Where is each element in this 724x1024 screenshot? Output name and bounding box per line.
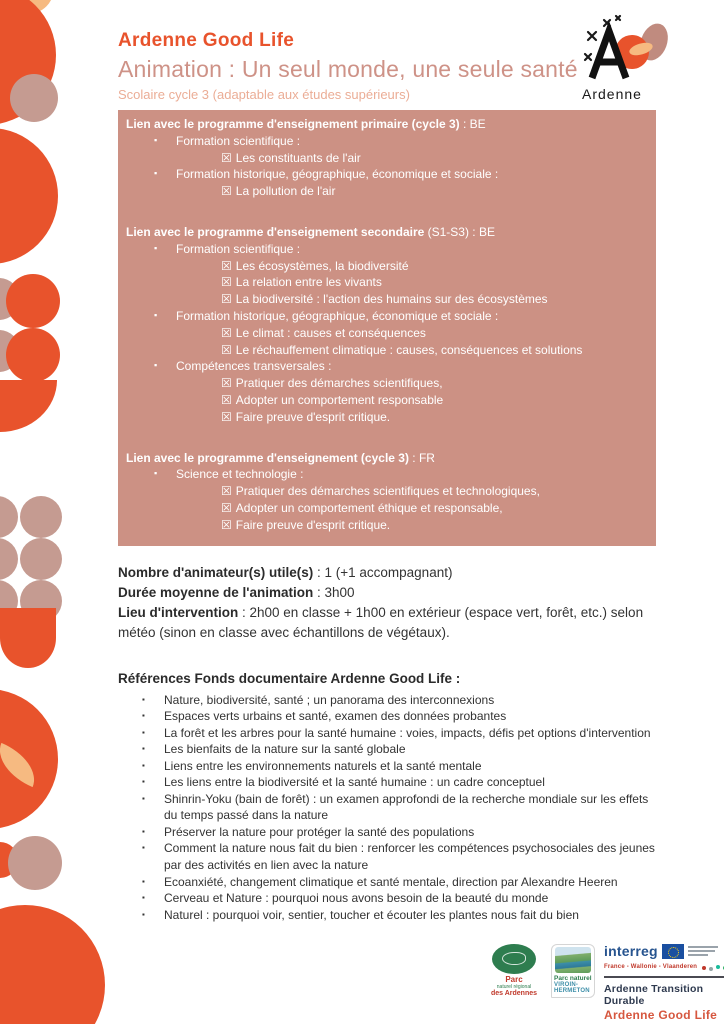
reference-text: Les bienfaits de la nature sur la santé globale (164, 742, 406, 757)
bullet-icon: ▪ (154, 309, 158, 320)
references-section (118, 671, 656, 924)
bullet-icon: ▪ (154, 168, 158, 179)
reference-text: Comment la nature nous fait du bien : renforcer les compétences psychosociales des jeunes par des activités en lien avec la nature (164, 841, 655, 872)
program-checkbox-label: La relation entre les vivants (235, 275, 382, 290)
program-checkbox-item (221, 500, 646, 517)
section-title-rest: : FR (408, 450, 435, 465)
parc-viroin-label: Parc naturel (554, 975, 592, 982)
reference-item (118, 907, 656, 924)
page-title: Animation : Un seul monde, une seule santé (118, 56, 578, 82)
decorative-circle (20, 580, 62, 622)
interreg-region-label: France - Wallonie - Vlaanderen (604, 963, 698, 970)
decorative-circle (0, 0, 56, 125)
program-checkbox-label: Le réchauffement climatique : causes, conséquences et solutions (235, 342, 583, 357)
parc-viroin-landscape-icon (555, 947, 591, 973)
section-title (126, 116, 646, 133)
reference-item (118, 708, 656, 725)
decorative-circle (0, 128, 58, 264)
detail-value: : 2h00 en classe + 1h00 en extérieur (espace vert, forêt, etc.) selon météo (sinon en classe avec échantillons de végétaux). (118, 605, 644, 641)
checked-checkbox-icon: ☒ (221, 342, 232, 357)
program-checkbox-label: Adopter un comportement responsable (235, 392, 444, 407)
project-name: Ardenne Good Life (604, 1008, 718, 1022)
program-checkbox-label: Les constituants de l'air (235, 150, 361, 165)
bullet-icon: ▪ (154, 134, 158, 145)
decorative-circle (0, 580, 18, 622)
decorative-half-disc (0, 608, 56, 668)
footer-divider (604, 976, 724, 978)
parc-ardennes-region-label: des Ardennes (490, 990, 538, 997)
checked-checkbox-icon: ☒ (221, 275, 232, 290)
program-group-label: Formation historique, géographique, économique et sociale : (176, 167, 499, 182)
program-checkbox-item (221, 325, 646, 342)
bullet-icon: ▪ (142, 777, 145, 787)
program-checkbox-item (221, 392, 646, 409)
program-group (126, 358, 646, 375)
bullet-icon: ▪ (142, 826, 145, 836)
parc-ardennes-logo (486, 944, 542, 997)
bullet-icon: ▪ (142, 793, 145, 803)
checked-checkbox-icon: ☒ (221, 500, 232, 515)
page-subtitle: Scolaire cycle 3 (adaptable aux études supérieurs) (118, 87, 410, 102)
program-checkbox-item (221, 183, 646, 200)
bullet-icon: ▪ (142, 694, 145, 704)
section-title (126, 224, 646, 241)
interreg-dots-icon (702, 962, 724, 971)
program-name: Ardenne Transition Durable (604, 983, 704, 1007)
reference-item (118, 725, 656, 742)
bullet-icon: ▪ (154, 242, 158, 253)
bullet-icon: ▪ (142, 744, 145, 754)
interreg-wordmark: interreg (604, 943, 658, 959)
reference-item (118, 824, 656, 841)
reference-text: Les liens entre la biodiversité et la santé humaine : un cadre conceptuel (164, 775, 545, 790)
program-checkbox-label: La biodiversité : l'action des humains sur des écosystèmes (235, 292, 548, 307)
page-footer (486, 944, 724, 1022)
decorative-circle (0, 496, 18, 538)
bullet-icon: ▪ (142, 893, 145, 903)
detail-label: Nombre d'animateur(s) utile(s) (118, 564, 314, 580)
detail-label: Lieu d'intervention (118, 605, 239, 621)
program-checkbox-label: Pratiquer des démarches scientifiques, (235, 376, 443, 391)
program-group-label: Formation scientifique : (176, 133, 301, 148)
decorative-circle (0, 278, 20, 320)
checked-checkbox-icon: ☒ (221, 258, 232, 273)
reference-item (118, 774, 656, 791)
parc-ardennes-label: Parc (505, 975, 523, 984)
program-group (126, 241, 646, 258)
checked-checkbox-icon: ☒ (221, 376, 232, 391)
program-checkbox-item (221, 258, 646, 275)
decorative-circle (6, 328, 60, 382)
program-checkbox-item (221, 409, 646, 426)
program-group (126, 133, 646, 150)
detail-label: Durée moyenne de l'animation (118, 584, 314, 600)
checked-checkbox-icon: ☒ (221, 517, 232, 532)
reference-text: Préserver la nature pour protéger la santé des populations (164, 824, 475, 839)
program-group-label: Compétences transversales : (176, 359, 332, 374)
decorative-leaf (0, 743, 44, 787)
detail-value: : 3h00 (313, 584, 355, 600)
program-checkbox-label: Les écosystèmes, la biodiversité (235, 258, 409, 273)
program-section (126, 116, 646, 200)
section-title-bold: Lien avec le programme d'enseignement (cycle 3) (126, 450, 409, 465)
bullet-icon: ▪ (142, 760, 145, 770)
checked-checkbox-icon: ☒ (221, 184, 232, 199)
reference-item (118, 758, 656, 775)
reference-text: Liens entre les environnements naturels et la santé mentale (164, 758, 482, 773)
program-group-label: Formation scientifique : (176, 241, 301, 256)
program-checkbox-item (221, 150, 646, 167)
reference-item (118, 890, 656, 907)
bullet-icon: ▪ (142, 711, 145, 721)
program-checkbox-item (221, 483, 646, 500)
reference-item (118, 874, 656, 891)
program-group (126, 308, 646, 325)
program-group-label: Formation historique, géographique, économique et sociale : (176, 308, 499, 323)
reference-text: La forêt et les arbres pour la santé humaine : voies, impacts, défis pet options d'intervention (164, 725, 651, 740)
checked-checkbox-icon: ☒ (221, 150, 232, 165)
program-checkbox-label: Faire preuve d'esprit critique. (235, 517, 391, 532)
section-title-rest: : BE (459, 117, 486, 131)
decorative-circle (0, 538, 18, 580)
program-box (118, 110, 656, 546)
references-list (118, 692, 656, 924)
checked-checkbox-icon: ☒ (221, 484, 232, 499)
program-checkbox-label: La pollution de l'air (235, 184, 336, 199)
program-group (126, 466, 646, 483)
reference-text: Shinrin-Yoku (bain de forêt) : un examen approfondi de la recherche mondiale sur les effets du temps passé dans la nature (164, 791, 649, 823)
parc-viroin-logo (551, 944, 595, 998)
decorative-quarter-disc (0, 380, 57, 432)
eu-flag-icon (662, 944, 684, 959)
eu-funding-text-lines (688, 944, 718, 956)
details-section (118, 563, 656, 644)
section-title-bold: Lien avec le programme d'enseignement secondaire (126, 224, 425, 239)
bullet-icon: ▪ (142, 843, 145, 853)
references-heading: Références Fonds documentaire Ardenne Good Life : (118, 670, 461, 686)
reference-item (118, 692, 656, 709)
program-checkbox-item (221, 342, 646, 359)
bullet-icon: ▪ (142, 876, 145, 886)
program-checkbox-label: Faire preuve d'esprit critique. (235, 409, 391, 424)
program-section (126, 224, 646, 426)
reference-text: Nature, biodiversité, santé ; un panorama des interconnexions (164, 692, 495, 707)
bullet-icon: ▪ (154, 468, 158, 479)
reference-text: Naturel : pourquoi voir, sentier, toucher et écouter les plantes nous fait du bien (164, 907, 579, 922)
interreg-block (604, 944, 724, 1022)
decorative-circle (0, 330, 20, 372)
bullet-icon: ▪ (142, 727, 145, 737)
bullet-icon: ▪ (154, 360, 158, 371)
program-checkbox-item (221, 274, 646, 291)
parc-ardennes-sublabel: naturel régional (496, 984, 532, 990)
checked-checkbox-icon: ☒ (221, 325, 232, 340)
section-title-bold: Lien avec le programme d'enseignement primaire (cycle 3) (126, 117, 460, 131)
detail-line (118, 603, 656, 644)
decorative-circle (6, 274, 60, 328)
detail-line (118, 583, 656, 603)
bullet-icon: ▪ (142, 909, 145, 919)
program-checkbox-item (221, 375, 646, 392)
reference-item (118, 840, 656, 873)
program-section (126, 450, 646, 534)
section-title-rest: (S1-S3) : BE (424, 224, 495, 239)
decorative-circle (20, 538, 62, 580)
decorative-circle (8, 836, 62, 890)
reference-item (118, 741, 656, 758)
program-checkbox-label: Le climat : causes et conséquences (235, 325, 426, 340)
reference-item (118, 791, 656, 824)
ardenne-logo (576, 14, 680, 108)
parc-viroin-name: VIROIN-HERMETON (554, 982, 590, 994)
left-decorative-band (0, 0, 106, 1024)
program-checkbox-item (221, 517, 646, 534)
reference-text: Cerveau et Nature : pourquoi nous avons besoin de la beauté du monde (164, 891, 549, 906)
program-checkbox-label: Pratiquer des démarches scientifiques et technologiques, (235, 484, 540, 499)
ardenne-logo-mark (576, 14, 680, 84)
reference-text: Ecoanxiété, changement climatique et santé mentale, direction par Alexandre Heeren (164, 874, 618, 889)
brand-title: Ardenne Good Life (118, 30, 295, 51)
decorative-circle (2, 0, 54, 14)
program-checkbox-label: Adopter un comportement éthique et responsable, (235, 500, 503, 515)
reference-text: Espaces verts urbains et santé, examen des données probantes (164, 709, 507, 724)
section-title (126, 450, 646, 467)
program-group (126, 166, 646, 183)
program-checkbox-item (221, 291, 646, 308)
decorative-semicircle (0, 689, 58, 829)
decorative-circle (10, 74, 58, 122)
decorative-circle (20, 496, 62, 538)
detail-value: : 1 (+1 accompagnant) (313, 564, 453, 580)
checked-checkbox-icon: ☒ (221, 409, 232, 424)
decorative-circle (0, 842, 18, 878)
ardenne-logo-label: Ardenne (582, 86, 642, 102)
detail-line (118, 563, 656, 583)
decorative-circle (0, 905, 105, 1024)
program-group-label: Science et technologie : (176, 467, 304, 482)
parc-ardennes-emblem-icon (492, 944, 536, 974)
checked-checkbox-icon: ☒ (221, 292, 232, 307)
checked-checkbox-icon: ☒ (221, 392, 232, 407)
